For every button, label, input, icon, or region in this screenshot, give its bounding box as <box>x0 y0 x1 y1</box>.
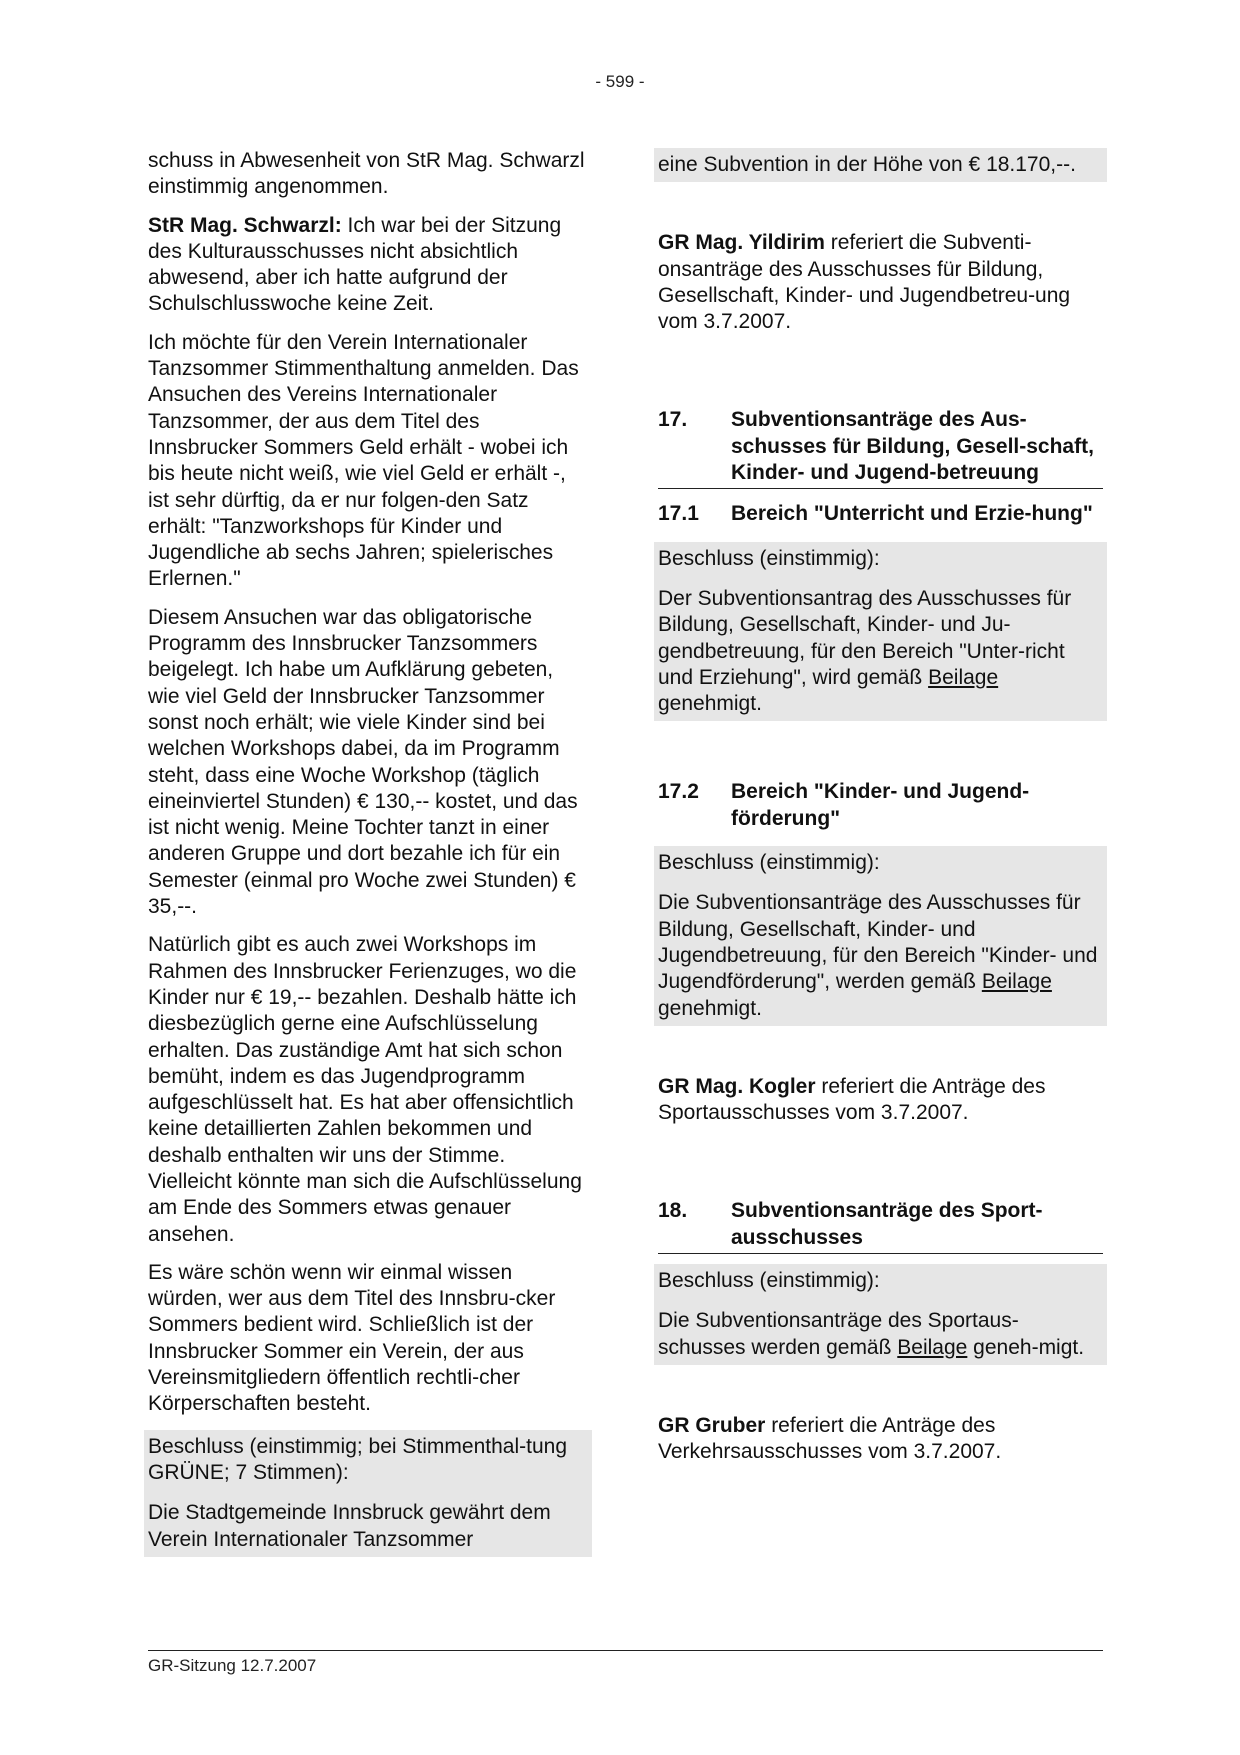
section-heading-17-1 <box>658 501 1103 529</box>
resolution-label: Beschluss (einstimmig): <box>658 851 880 875</box>
speaker-name: GR Mag. Yildirim <box>658 231 825 255</box>
footer-text: GR-Sitzung 12.7.2007 <box>148 1656 317 1675</box>
section-number: 17.1 <box>658 502 699 526</box>
resolution-block <box>144 1430 592 1557</box>
speaker-text: referiert die Anträge des Sportausschusses vom 3.7.2007. <box>658 1074 1046 1125</box>
footer-divider <box>148 1650 1103 1651</box>
speaker-text: referiert die Anträge des Verkehrsausschusses vom 3.7.2007. <box>658 1413 1002 1464</box>
paragraph: Ich möchte für den Verein Internationaler Tanzsommer Stimmenthaltung anmelden. Das Ansuchen des Vereins Internationaler Tanzsommer, der aus dem Titel des Innsbrucker Sommers Geld erhält - wobei ich bis heute nicht weiß, wie viel Geld er erhält -, ist sehr dürftig, da er nur folgen-den Satz erhält: "Tanzworkshops für Kinder und Jugendliche ab sechs Jahren; spielerisches Erlernen." <box>148 330 579 591</box>
attachment-link[interactable]: Beilage <box>928 665 999 689</box>
resolution-block <box>654 542 1107 722</box>
section-title: Bereich "Unterricht und Erzie-hung" <box>731 502 1093 526</box>
section-title: Bereich "Kinder- und Jugend-förderung" <box>731 780 1030 830</box>
section-title: Subventionsanträge des Sport-ausschusses <box>731 1199 1043 1249</box>
resolution-label: Beschluss (einstimmig): <box>658 546 880 570</box>
section-number: 17. <box>658 408 688 432</box>
resolution-block <box>654 1264 1107 1365</box>
speaker-paragraph <box>658 1074 1103 1127</box>
attachment-link[interactable]: Beilage <box>897 1335 968 1359</box>
resolution-body: Der Subventionsantrag des Ausschusses für Bildung, Gesellschaft, Kinder- und Ju-gendbetreuung, für den Bereich "Unter-richt und Erziehung", wird gemäß <box>658 586 1072 689</box>
speaker-name: GR Gruber <box>658 1413 766 1437</box>
section-number: 18. <box>658 1199 688 1223</box>
speaker-name: StR Mag. Schwarzl: <box>148 213 342 237</box>
resolution-text: eine Subvention in der Höhe von € 18.170,--. <box>658 153 1076 176</box>
right-column <box>658 148 1103 1478</box>
resolution-text <box>658 888 1103 1023</box>
resolution-continuation <box>654 148 1107 182</box>
resolution-block <box>654 846 1107 1026</box>
resolution-end: genehmigt. <box>658 996 762 1020</box>
left-column <box>148 148 588 1557</box>
speaker-paragraph <box>148 213 588 318</box>
attachment-link[interactable]: Beilage <box>981 970 1052 994</box>
resolution-text <box>658 1306 1103 1363</box>
resolution-label: Beschluss (einstimmig): <box>658 1269 880 1293</box>
paragraph: Es wäre schön wenn wir einmal wissen würden, wer aus dem Titel des Innsbru-cker Sommers bedient wird. Schließlich ist der Innsbrucker Sommer ein Verein, der aus Vereinsmitgliedern öffentlich rechtli-cher Körperschaften besteht. <box>148 1260 556 1416</box>
section-number: 17.2 <box>658 780 699 804</box>
paragraph: Diesem Ansuchen war das obligatorische Programm des Innsbrucker Tanzsommers beigelegt. Ich habe um Aufklärung gebeten, wie viel Geld der Innsbrucker Tanzsommer sonst noch erhält; wie viele Kinder sind bei welchen Workshops dabei, da im Programm steht, dass eine Woche Workshop (täglich eineinviertel Stunden) € 130,-- kostet, und das ist nicht wenig. Meine Tochter tanzt in einer anderen Gruppe und dort bezahle ich für ein Semester (einmal pro Woche zwei Stunden) € 35,--. <box>148 605 578 919</box>
page-number: - 599 - <box>595 72 645 91</box>
resolution-end: genehmigt. <box>658 692 762 716</box>
resolution-label: Beschluss (einstimmig; bei Stimmenthal-tung GRÜNE; 7 Stimmen): <box>148 1434 567 1484</box>
speaker-text: referiert die Subventi-onsanträge des Ausschusses für Bildung, Gesellschaft, Kinder- und Jugendbetreu-ung vom 3.7.2007. <box>658 231 1071 334</box>
paragraph: schuss in Abwesenheit von StR Mag. Schwarzl einstimmig angenommen. <box>148 149 585 199</box>
section-heading-17-2 <box>658 779 1103 834</box>
resolution-end: geneh-migt. <box>967 1335 1085 1359</box>
resolution-body: Die Subventionsanträge des Sportaus-schusses werden gemäß <box>658 1309 1019 1359</box>
speaker-name: GR Mag. Kogler <box>658 1074 816 1098</box>
resolution-text: Die Stadtgemeinde Innsbruck gewährt dem Verein Internationaler Tanzsommer <box>148 1501 551 1551</box>
resolution-body: Die Subventionsanträge des Ausschusses für Bildung, Gesellschaft, Kinder- und Jugendbetreuung, für den Bereich "Kinder- und Jugendförderung", werden gemäß <box>658 891 1098 994</box>
speaker-text: Ich war bei der Sitzung des Kulturausschusses nicht absichtlich abwesend, aber ich hatte aufgrund der Schulschlusswoche keine Zeit. <box>148 213 562 316</box>
speaker-paragraph <box>658 230 1103 335</box>
resolution-text <box>658 584 1103 719</box>
section-title: Subventionsanträge des Aus-schusses für Bildung, Gesell-schaft, Kinder- und Jugend-betreuung <box>731 408 1094 485</box>
section-heading-17 <box>658 407 1103 489</box>
paragraph: Natürlich gibt es auch zwei Workshops im Rahmen des Innsbrucker Ferienzuges, wo die Kinder nur € 19,-- bezahlen. Deshalb hätte ich diesbezüglich gerne eine Aufschlüsselung erhalten. Das zuständige Amt hat sich schon bemüht, indem es das Jugendprogramm aufgeschlüsselt hat. Es hat aber offensichtlich keine detaillierten Zahlen bekommen und deshalb enthalten wir uns der Stimme. Vielleicht könnte man sich die Aufschlüsselung am Ende des Sommers etwas genauer ansehen. <box>148 933 582 1246</box>
speaker-paragraph <box>658 1413 1103 1466</box>
section-heading-18 <box>658 1198 1103 1254</box>
